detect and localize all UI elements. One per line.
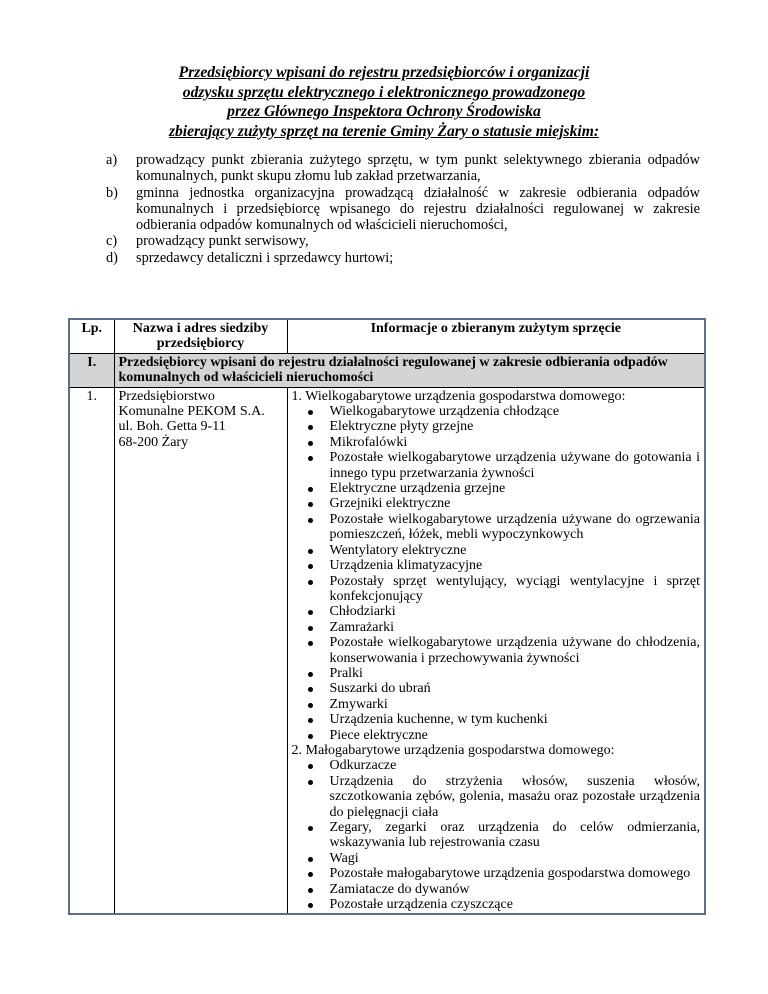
bullet-icon [308, 734, 313, 739]
item-text: Pozostałe wielkogabarytowe urządzenia używane do ogrzewania pomieszczeń, łóżek, mebli wypoczynkowych [329, 511, 700, 543]
bullet-icon [308, 672, 313, 677]
item-text: Pozostałe wielkogabarytowe urządzenia używane do chłodzenia, konserwowania i przechowywania żywności [329, 635, 700, 666]
list-item [330, 635, 701, 666]
bullet-icon [308, 826, 313, 831]
item-text: Chłodziarki [329, 604, 396, 620]
bullet-icon [308, 564, 313, 569]
item-text: Zamiatacze do dywanów [329, 881, 470, 897]
address-line: Przedsiębiorstwo [118, 388, 215, 404]
header-name-address: Nazwa i adres siedziby przedsiębiorcy [114, 319, 287, 353]
list-item [330, 512, 701, 543]
list-item [330, 620, 701, 635]
title-line: zbierający zużyty sprzęt na terenie Gminy Żary o statusie miejskim: [168, 122, 600, 140]
item-text: Grzejniki elektryczne [329, 496, 451, 512]
item-text: Zmywarki [329, 696, 388, 712]
list-item [330, 604, 701, 619]
intro-item [106, 250, 700, 266]
intro-text: sprzedawcy detaliczni i sprzedawcy hurtowi; [136, 249, 394, 266]
bullet-icon [308, 872, 313, 877]
list-item [330, 481, 701, 496]
bullet-icon [308, 502, 313, 507]
item-text: Pozostały sprzęt wentylujący, wyciągi wentylacyjne i sprzęt konfekcjonujący [329, 573, 700, 604]
intro-text: gminna jednostka organizacyjna prowadzącą działalność w zakresie odbierania odpadów komunalnych i przedsiębiorcę wpisanego do rejestru działalności regulowanej w zakresie odbierania odpadów komunalnych od właścicieli nieruchomości, [136, 184, 700, 234]
list-item [330, 666, 701, 681]
bullet-icon [308, 641, 313, 646]
item-text: Wielkogabarytowe urządzenia chłodzące [329, 404, 560, 420]
address-line: 68-200 Żary [118, 434, 189, 450]
list-item [330, 435, 701, 450]
intro-marker: b) [106, 184, 118, 201]
row-lp: 1. [69, 387, 114, 914]
section-number: I. [69, 353, 114, 387]
company-address [114, 387, 287, 914]
bullet-icon [308, 718, 313, 723]
item-text: Urządzenia klimatyzacyjne [329, 558, 483, 574]
item-text: Wentylatory elektryczne [329, 542, 467, 558]
bullet-icon [308, 857, 313, 862]
table-header-row [69, 319, 705, 353]
bullet-icon [308, 764, 313, 769]
bullet-icon [308, 780, 313, 785]
bullet-icon [308, 518, 313, 523]
group-title-small-appliances: 2. Małogabarytowe urządzenia gospodarstwa domowego: [291, 742, 615, 758]
list-item [330, 543, 701, 558]
intro-text: prowadzący punkt zbierania zużytego sprzętu, w tym punkt selektywnego zbierania odpadów komunalnych, punkt skupu złomu lub zakład przetwarzania, [136, 152, 700, 185]
bullet-icon [308, 549, 313, 554]
header-info: Informacje o zbieranym zużytym sprzęcie [287, 319, 705, 353]
title-line: Przedsiębiorcy wpisani do rejestru przedsiębiorców i organizacji [178, 64, 590, 81]
item-text: Pozostałe urządzenia czyszczące [329, 897, 513, 913]
item-text: Pozostałe małogabarytowe urządzenia gospodarstwa domowego [329, 866, 691, 882]
bullet-icon [308, 441, 313, 446]
list-item [330, 758, 701, 773]
intro-item [106, 185, 700, 234]
title-line: odzysku sprzętu elektrycznego i elektronicznego prowadzonego [182, 83, 586, 101]
list-item [330, 774, 701, 820]
list-item [330, 697, 701, 712]
list-item [330, 712, 701, 727]
list-item [330, 681, 701, 696]
list-item [330, 558, 701, 573]
section-row [69, 353, 705, 387]
intro-marker: c) [106, 233, 118, 250]
large-appliances-list [292, 404, 701, 743]
list-item [330, 574, 701, 605]
bullet-icon [308, 903, 313, 908]
equipment-info [287, 387, 705, 914]
header-lp: Lp. [69, 319, 114, 353]
item-text: Elektryczne urządzenia grzejne [329, 481, 506, 497]
register-table [68, 318, 706, 915]
intro-item [106, 152, 700, 185]
table-row [69, 387, 705, 914]
item-text: Suszarki do ubrań [329, 681, 431, 697]
intro-list [106, 152, 700, 266]
document-title [70, 63, 698, 141]
bullet-icon [308, 425, 313, 430]
bullet-icon [308, 687, 313, 692]
bullet-icon [308, 410, 313, 415]
list-item [330, 851, 701, 866]
bullet-icon [308, 888, 313, 893]
address-line: Komunalne PEKOM S.A. [118, 404, 265, 420]
bullet-icon [308, 703, 313, 708]
intro-marker: a) [106, 152, 118, 168]
bullet-icon [308, 580, 313, 585]
list-item [330, 404, 701, 419]
list-item [330, 419, 701, 434]
item-text: Piece elektryczne [329, 727, 428, 743]
item-text: Pozostałe wielkogabarytowe urządzenia używane do gotowania i innego typu przetwarzania żywności [329, 450, 700, 481]
bullet-icon [308, 456, 313, 461]
list-item [330, 728, 701, 743]
item-text: Odkurzacze [329, 758, 397, 774]
bullet-icon [308, 487, 313, 492]
item-text: Wagi [329, 850, 359, 866]
item-text: Elektryczne płyty grzejne [329, 419, 474, 435]
list-item [330, 450, 701, 481]
list-item [330, 866, 701, 881]
item-text: Urządzenia kuchenne, w tym kuchenki [329, 712, 548, 728]
list-item [330, 820, 701, 851]
intro-text: prowadzący punkt serwisowy, [136, 233, 309, 250]
small-appliances-list [292, 758, 701, 912]
bullet-icon [308, 610, 313, 615]
item-text: Zegary, zegarki oraz urządzenia do celów odmierzania, wskazywania lub rejestrowania czasu [329, 820, 700, 851]
bullet-icon [308, 626, 313, 631]
list-item [330, 496, 701, 511]
item-text: Zamrażarki [329, 619, 395, 635]
group-title-large-appliances: 1. Wielkogabarytowe urządzenia gospodarstwa domowego: [291, 388, 626, 404]
intro-item [106, 233, 700, 249]
list-item [330, 882, 701, 897]
item-text: Mikrofalówki [329, 434, 408, 450]
title-line: przez Głównego Inspektora Ochrony Środowiska [227, 103, 541, 121]
item-text: Pralki [329, 665, 363, 681]
list-item [330, 897, 701, 912]
item-text: Urządzenia do strzyżenia włosów, suszenia włosów, szczotkowania zębów, golenia, masażu oraz pozostałe urządzenia do pielęgnacji ciała [329, 773, 700, 820]
address-line: ul. Boh. Getta 9-11 [118, 419, 226, 435]
intro-marker: d) [106, 249, 118, 266]
section-title: Przedsiębiorcy wpisani do rejestru działalności regulowanej w zakresie odbierania odpadów komunalnych od właścicieli nieruchomości [114, 353, 705, 387]
